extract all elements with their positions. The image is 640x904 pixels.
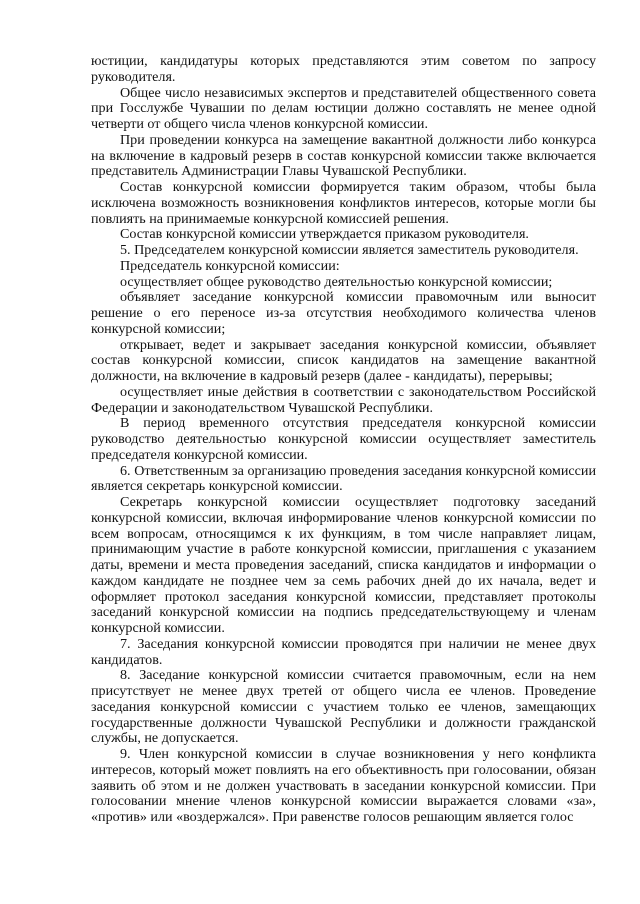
paragraph: 8. Заседание конкурсной комиссии считается правомочным, если на нем присутствует не менее двух третей от общего числа ее членов. Проведение заседания конкурсной комиссии с участием только ее членов, замещающих государственные должности Чувашской Республики и должности гражданской службы, не допускается. bbox=[91, 667, 596, 747]
paragraph: Состав конкурсной комиссии утверждается приказом руководителя. bbox=[120, 226, 529, 243]
document-page bbox=[91, 54, 596, 826]
paragraph: Председатель конкурсной комиссии: bbox=[120, 257, 340, 274]
paragraph: При проведении конкурса на замещение вакантной должности либо конкурса на включение в кадровый резерв в состав конкурсной комиссии также включается представитель Администрации Главы Чувашской Республики. bbox=[91, 131, 596, 180]
paragraph: Состав конкурсной комиссии формируется таким образом, чтобы была исключена возможность возникновения конфликтов интересов, которые могли бы повлиять на принимаемые конкурсной комиссией решения. bbox=[91, 179, 596, 227]
paragraph: объявляет заседание конкурсной комиссии правомочным или выносит решение о его переносе из-за отсутствия необходимого количества членов конкурсной комиссии; bbox=[91, 289, 596, 337]
paragraph: Общее число независимых экспертов и представителей общественного совета при Госслужбе Чувашии по делам юстиции должно составлять не менее одной четверти от общего числа членов конкурсной комиссии. bbox=[91, 84, 596, 132]
paragraph: В период временного отсутствия председателя конкурсной комиссии руководство деятельностью конкурсной комиссии осуществляет заместитель председателя конкурсной комиссии. bbox=[91, 415, 596, 463]
paragraph: Секретарь конкурсной комиссии осуществляет подготовку заседаний конкурсной комиссии, включая информирование членов конкурсной комиссии по всем вопросам, относящимся к их функциям, в том числе направляет лицам, принимающим участие в работе конкурсной комиссии, приглашения с указанием даты, времени и места проведения заседаний, списка кандидатов и информации о каждом кандидате не позднее чем за семь рабочих дней до их начала, ведет и оформляет протокол заседания конкурсной комиссии, представляет протоколы заседаний конкурсной комиссии на подпись председательствующему и членам конкурсной комиссии. bbox=[91, 494, 596, 636]
paragraph: 5. Председателем конкурсной комиссии является заместитель руководителя. bbox=[120, 242, 579, 258]
paragraph: 9. Член конкурсной комиссии в случае возникновения у него конфликта интересов, который может повлиять на его объективность при голосовании, обязан заявить об этом и не должен участвовать в заседании конкурсной комиссии. При голосовании мнение членов конкурсной комиссии выражается словами «за», «против» или «воздержался». При равенстве голосов решающим является голос bbox=[91, 746, 596, 825]
paragraph: юстиции, кандидатуры которых представляются этим советом по запросу руководителя. bbox=[91, 53, 596, 85]
paragraph: осуществляет иные действия в соответствии с законодательством Российской Федерации и законодательством Чувашской Республики. bbox=[91, 383, 596, 416]
paragraph: 6. Ответственным за организацию проведения заседания конкурсной комиссии является секретарь конкурсной комиссии. bbox=[91, 462, 596, 495]
paragraph: осуществляет общее руководство деятельностью конкурсной комиссии; bbox=[120, 273, 553, 290]
paragraph: 7. Заседания конкурсной комиссии проводятся при наличии не менее двух кандидатов. bbox=[91, 635, 596, 668]
paragraph: открывает, ведет и закрывает заседания конкурсной комиссии, объявляет состав конкурсной комиссии, список кандидатов на замещение вакантной должности, на включение в кадровый резерв (далее - кандидаты), перерывы; bbox=[91, 336, 596, 384]
